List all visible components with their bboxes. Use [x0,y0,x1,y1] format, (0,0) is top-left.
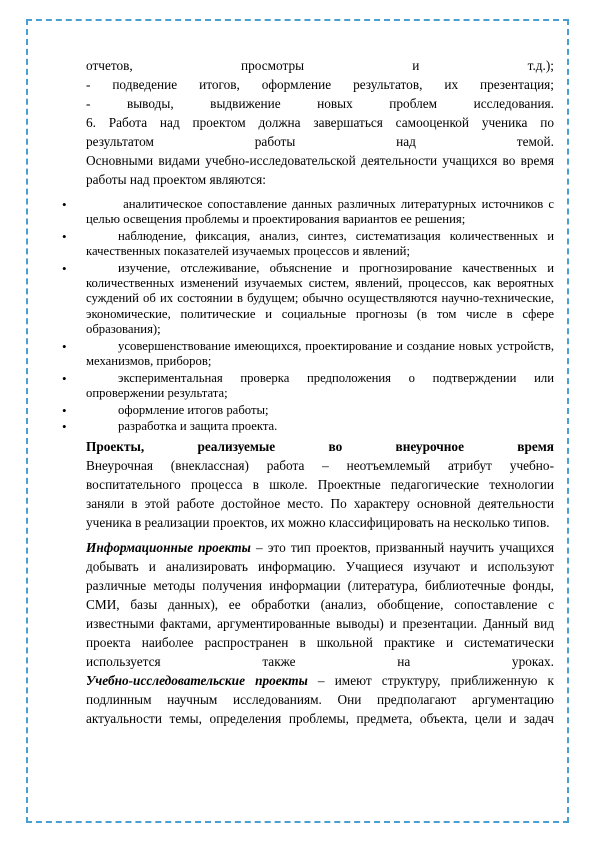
bullet-icon: • [62,197,67,212]
info-projects-term: Информационные проекты [86,539,251,555]
list-item: • экспериментальная проверка предположения о подтверждении или опровержении результата; [62,370,554,400]
bullet-icon: • [62,419,67,435]
bullet-icon: • [62,402,67,418]
research-projects-paragraph [86,671,554,728]
intro-paragraph: Основными видами учебно-исследовательской деятельности учащихся во время работы над проектом являются: [86,153,554,187]
text-line-summary: - подведение итогов, оформление результатов, их презентация; [86,77,554,92]
extracurricular-paragraph: Внеурочная (внеклассная) работа – неотъемлемый атрибут учебно-воспитательного процесса в школе. Проектные педагогические технологии заняли в этой работе достойное место. По характеру основной деятельности ученика в реализации проектов, их можно классифицировать на несколько типов. [86,457,554,530]
list-item: • аналитическое сопоставление данных различных литературных источников с целью освещения проблемы и проектирования вариантов ее решения; [62,197,554,227]
research-projects-term: Учебно-исследовательские проекты [86,672,308,688]
paragraph-6-line-2: результатом работы над темой. [86,134,554,149]
bullet-icon: • [62,261,67,276]
bullet-icon: • [62,338,67,354]
list-item: • усовершенствование имеющихся, проектирование и создание новых устройств, механизмов, приборов; [62,338,554,368]
bullet-icon: • [62,229,67,244]
bullet-icon: • [62,370,67,386]
list-item: • изучение, отслеживание, объяснение и прогнозирование качественных и количественных изменений изучаемых систем, явлений, процессов, как вероятных суждений об их состоянии в будущем; обычно осуществляются научно-технические, экономические, политические и социальные прогнозы (в том числе в сфере образования); [62,261,554,336]
activities-list [62,197,554,435]
list-item: • оформление итогов работы; [62,402,269,418]
section-heading: Проекты, реализуемые во внеурочное время [86,438,554,454]
document-body [62,56,554,728]
research-projects-text: – имеют структуру, приближенную к подлинным научным исследованиям. Они предполагают аргументацию актуальности темы, определения проблемы, предмета, объекта, цели и задач [86,672,554,726]
info-projects-text: – это тип проектов, призванный научить учащихся добывать и анализировать информацию. Учащиеся изучают и используют различные методы получения информации (литература, библиотечные фонды, СМИ, базы данных), ее обработки (анализ, обобщение, сопоставление с известными фактами, аргументированные выводы) и презентации. Данный вид проекта наиболее распространен в школьной практике и систематически используется также на уроках. [86,539,554,669]
text-line-conclusions: - выводы, выдвижение новых проблем исследования. [86,96,554,111]
list-item: • наблюдение, фиксация, анализ, синтез, систематизация количественных и качественных показателей изучаемых процессов и явлений; [62,229,554,259]
text-line-reports: отчетов, просмотры и т.д.); [86,58,554,73]
paragraph-6-line-1: 6. Работа над проектом должна завершаться самооценкой ученика по [86,115,554,130]
info-projects-paragraph [86,538,554,671]
list-item: • разработка и защита проекта. [62,419,278,435]
